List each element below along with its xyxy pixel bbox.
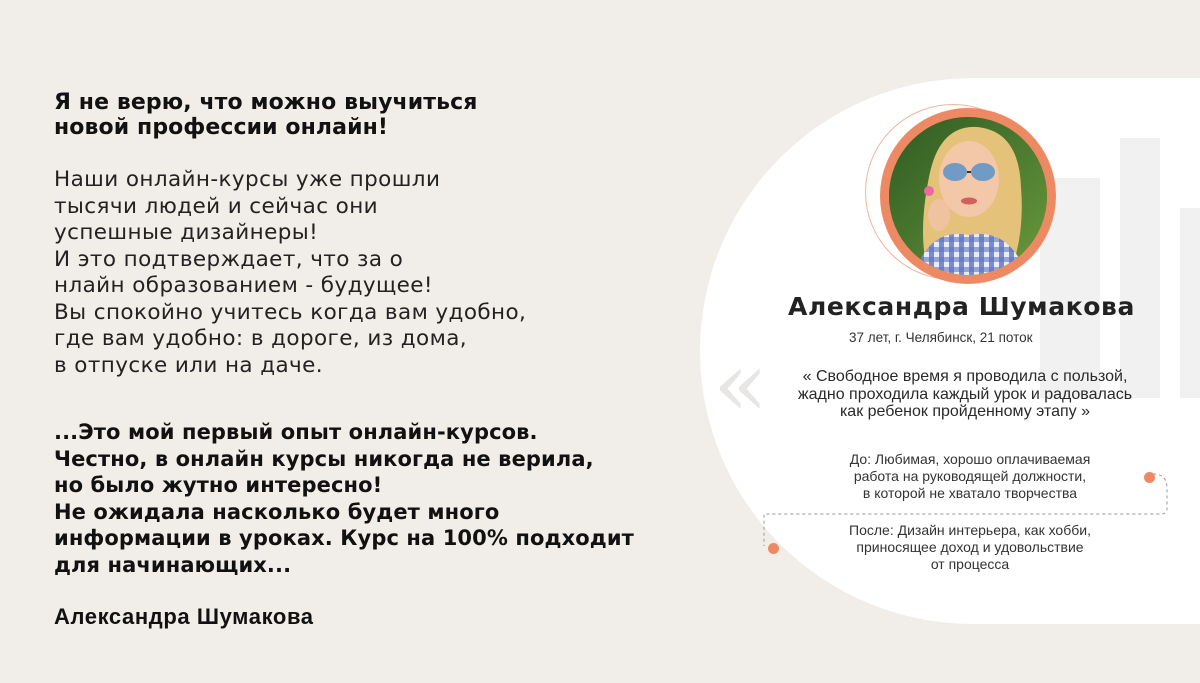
headline [54,90,694,140]
body-line: успешные дизайнеры! [54,220,319,245]
before-line: работа на руководящей должности, [853,468,1087,484]
testimonial-quote [54,419,694,578]
body-line: И это подтверждает, что за о [54,246,404,272]
body-line: нлайн образованием - будущее! [54,273,433,298]
quote-line: ...Это мой первый опыт онлайн-курсов. [54,420,538,444]
body-line: Наши онлайн-курсы уже прошли [54,167,441,192]
before-line: До: Любимая, хорошо оплачиваемая [849,451,1091,467]
body-line: где вам удобно: в дороге, из дома, [54,326,468,351]
quote-line: Честно, в онлайн курсы никогда не верила, [54,446,594,471]
testimonial-meta: 37 лет, г. Челябинск, 21 поток [849,330,1033,345]
headline-line: новой профессии онлайн! [54,115,389,140]
before-text [790,451,1150,502]
after-line: приносящее доход и удовольствие [856,539,1084,555]
signature: Александра Шумакова [54,604,314,629]
body-line: тысячи людей и сейчас они [54,193,379,219]
card-quote-line: как ребенок пройденному этапу » [839,403,1091,420]
quote-line: информации в уроках. Курс на 100% подходит [54,526,634,550]
quote-line: Не ожидала насколько будет много [54,499,500,524]
card-quote-line: жадно проходила каждый урок и радовалась [797,385,1133,403]
quote-mark-icon: « [713,332,769,437]
after-text [790,522,1150,573]
after-line: от процесса [930,556,1010,572]
before-line: в которой не хватало творчества [862,485,1078,501]
headline-line: Я не верю, что можно выучиться [54,90,478,115]
avatar [889,117,1047,275]
body-paragraph [54,167,694,379]
card-quote-line: « Свободное время я проводила с пользой, [802,368,1128,385]
quote-line: но было жутно интересно! [54,473,383,497]
testimonial-card-quote [740,368,1190,421]
after-line: После: Дизайн интерьера, как хобби, [849,522,1091,538]
quote-line: для начинающих... [54,552,292,577]
avatar-photo [889,117,1047,275]
testimonial-name: Александра Шумакова [788,292,1135,321]
body-line: в отпуске или на даче. [54,352,324,378]
after-dot-icon [768,543,779,554]
body-line: Вы спокойно учитесь когда вам удобно, [54,299,527,325]
left-column [54,90,694,630]
